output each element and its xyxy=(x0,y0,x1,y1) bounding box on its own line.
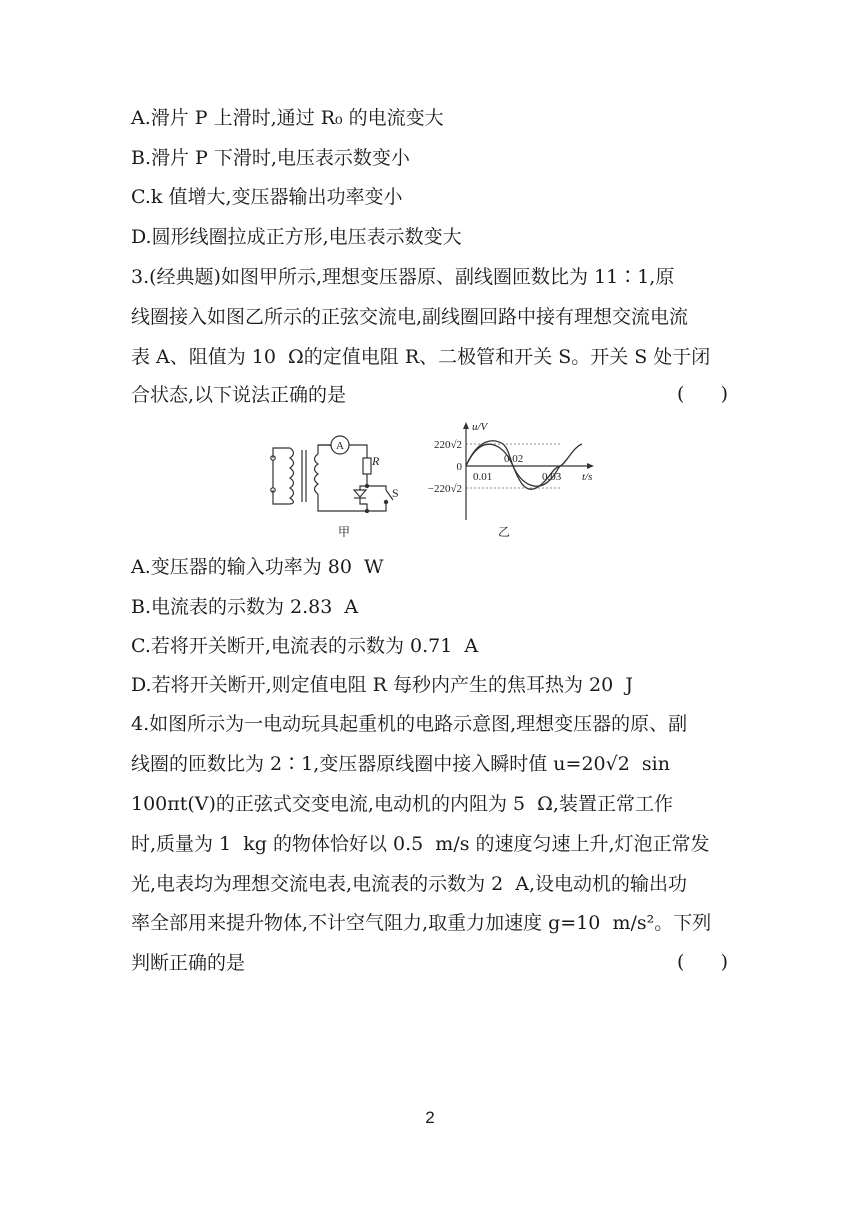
q4-stem-line2: 线圈的匝数比为 2∶1,变压器原线圈中接入瞬时值 u=20√2 sin xyxy=(131,753,670,775)
tick-0-02: 0.02 xyxy=(504,453,524,465)
secondary-coil xyxy=(315,454,319,494)
tick-0-03: 0.03 xyxy=(542,471,562,483)
switch-label: S xyxy=(392,486,399,500)
q3-stem-line4: 合状态,以下说法正确的是 xyxy=(131,384,347,406)
q4-stem-line3: 100πt(V)的正弦式交变电流,电动机的内阻为 5 Ω,装置正常工作 xyxy=(131,793,673,815)
resistor-symbol xyxy=(363,458,371,474)
q3-option-d: D.若将开关断开,则定值电阻 R 每秒内产生的焦耳热为 20 J xyxy=(131,674,633,696)
jia-caption: 甲 xyxy=(338,525,351,539)
q3-option-a: A.变压器的输入功率为 80 W xyxy=(131,556,384,578)
q3-option-c: C.若将开关断开,电流表的示数为 0.71 A xyxy=(131,635,479,657)
q3-option-b: B.电流表的示数为 2.83 A xyxy=(131,596,359,618)
q3-stem-line1: 3.(经典题)如图甲所示,理想变压器原、副线圈匝数比为 11∶1,原 xyxy=(131,266,675,288)
q2-option-b: B.滑片 P 下滑时,电压表示数变小 xyxy=(131,147,410,169)
ammeter-label: A xyxy=(336,440,344,452)
q4-stem-line1: 4.如图所示为一电动玩具起重机的电路示意图,理想变压器的原、副 xyxy=(131,713,688,735)
q3-stem-line2: 线圈接入如图乙所示的正弦交流电,副线圈回路中接有理想交流电流 xyxy=(131,306,689,328)
q3-stem-line3: 表 A、阻值为 10 Ω的定值电阻 R、二极管和开关 S。开关 S 处于闭 xyxy=(131,346,711,368)
q4-stem-line7: 判断正确的是 xyxy=(131,952,246,974)
q4-stem-line6: 率全部用来提升物体,不计空气阻力,取重力加速度 g=10 m/s²。下列 xyxy=(131,912,712,934)
circuit-diagram xyxy=(271,436,393,513)
y-max-label: 220√2 xyxy=(433,439,462,451)
page-number: 2 xyxy=(425,1108,435,1127)
x-axis-label: t/s xyxy=(582,471,593,483)
y-min-label: −220√2 xyxy=(427,483,462,495)
q2-option-d: D.圆形线圈拉成正方形,电压表示数变大 xyxy=(131,226,462,248)
resistor-label: R xyxy=(372,454,380,468)
origin-label: 0 xyxy=(456,461,462,473)
diode-symbol xyxy=(354,490,366,497)
q4-stem-line4: 时,质量为 1 kg 的物体恰好以 0.5 m/s 的速度匀速上升,灯泡正常发 xyxy=(131,833,710,855)
q3-figure-svg xyxy=(260,418,600,546)
q2-option-a: A.滑片 P 上滑时,通过 R₀ 的电流变大 xyxy=(131,107,444,129)
tick-0-01: 0.01 xyxy=(473,471,493,483)
y-axis-label: u/V xyxy=(472,421,488,433)
primary-coil xyxy=(290,448,294,504)
q2-option-c: C.k 值增大,变压器输出功率变小 xyxy=(131,186,403,208)
q3-figure xyxy=(260,418,600,546)
q4-answer-paren: ( ) xyxy=(676,951,728,973)
q4-stem-line5: 光,电表均为理想交流电表,电流表的示数为 2 A,设电动机的输出功 xyxy=(131,873,688,895)
yi-caption: 乙 xyxy=(498,525,511,539)
q3-answer-paren: ( ) xyxy=(676,383,728,405)
